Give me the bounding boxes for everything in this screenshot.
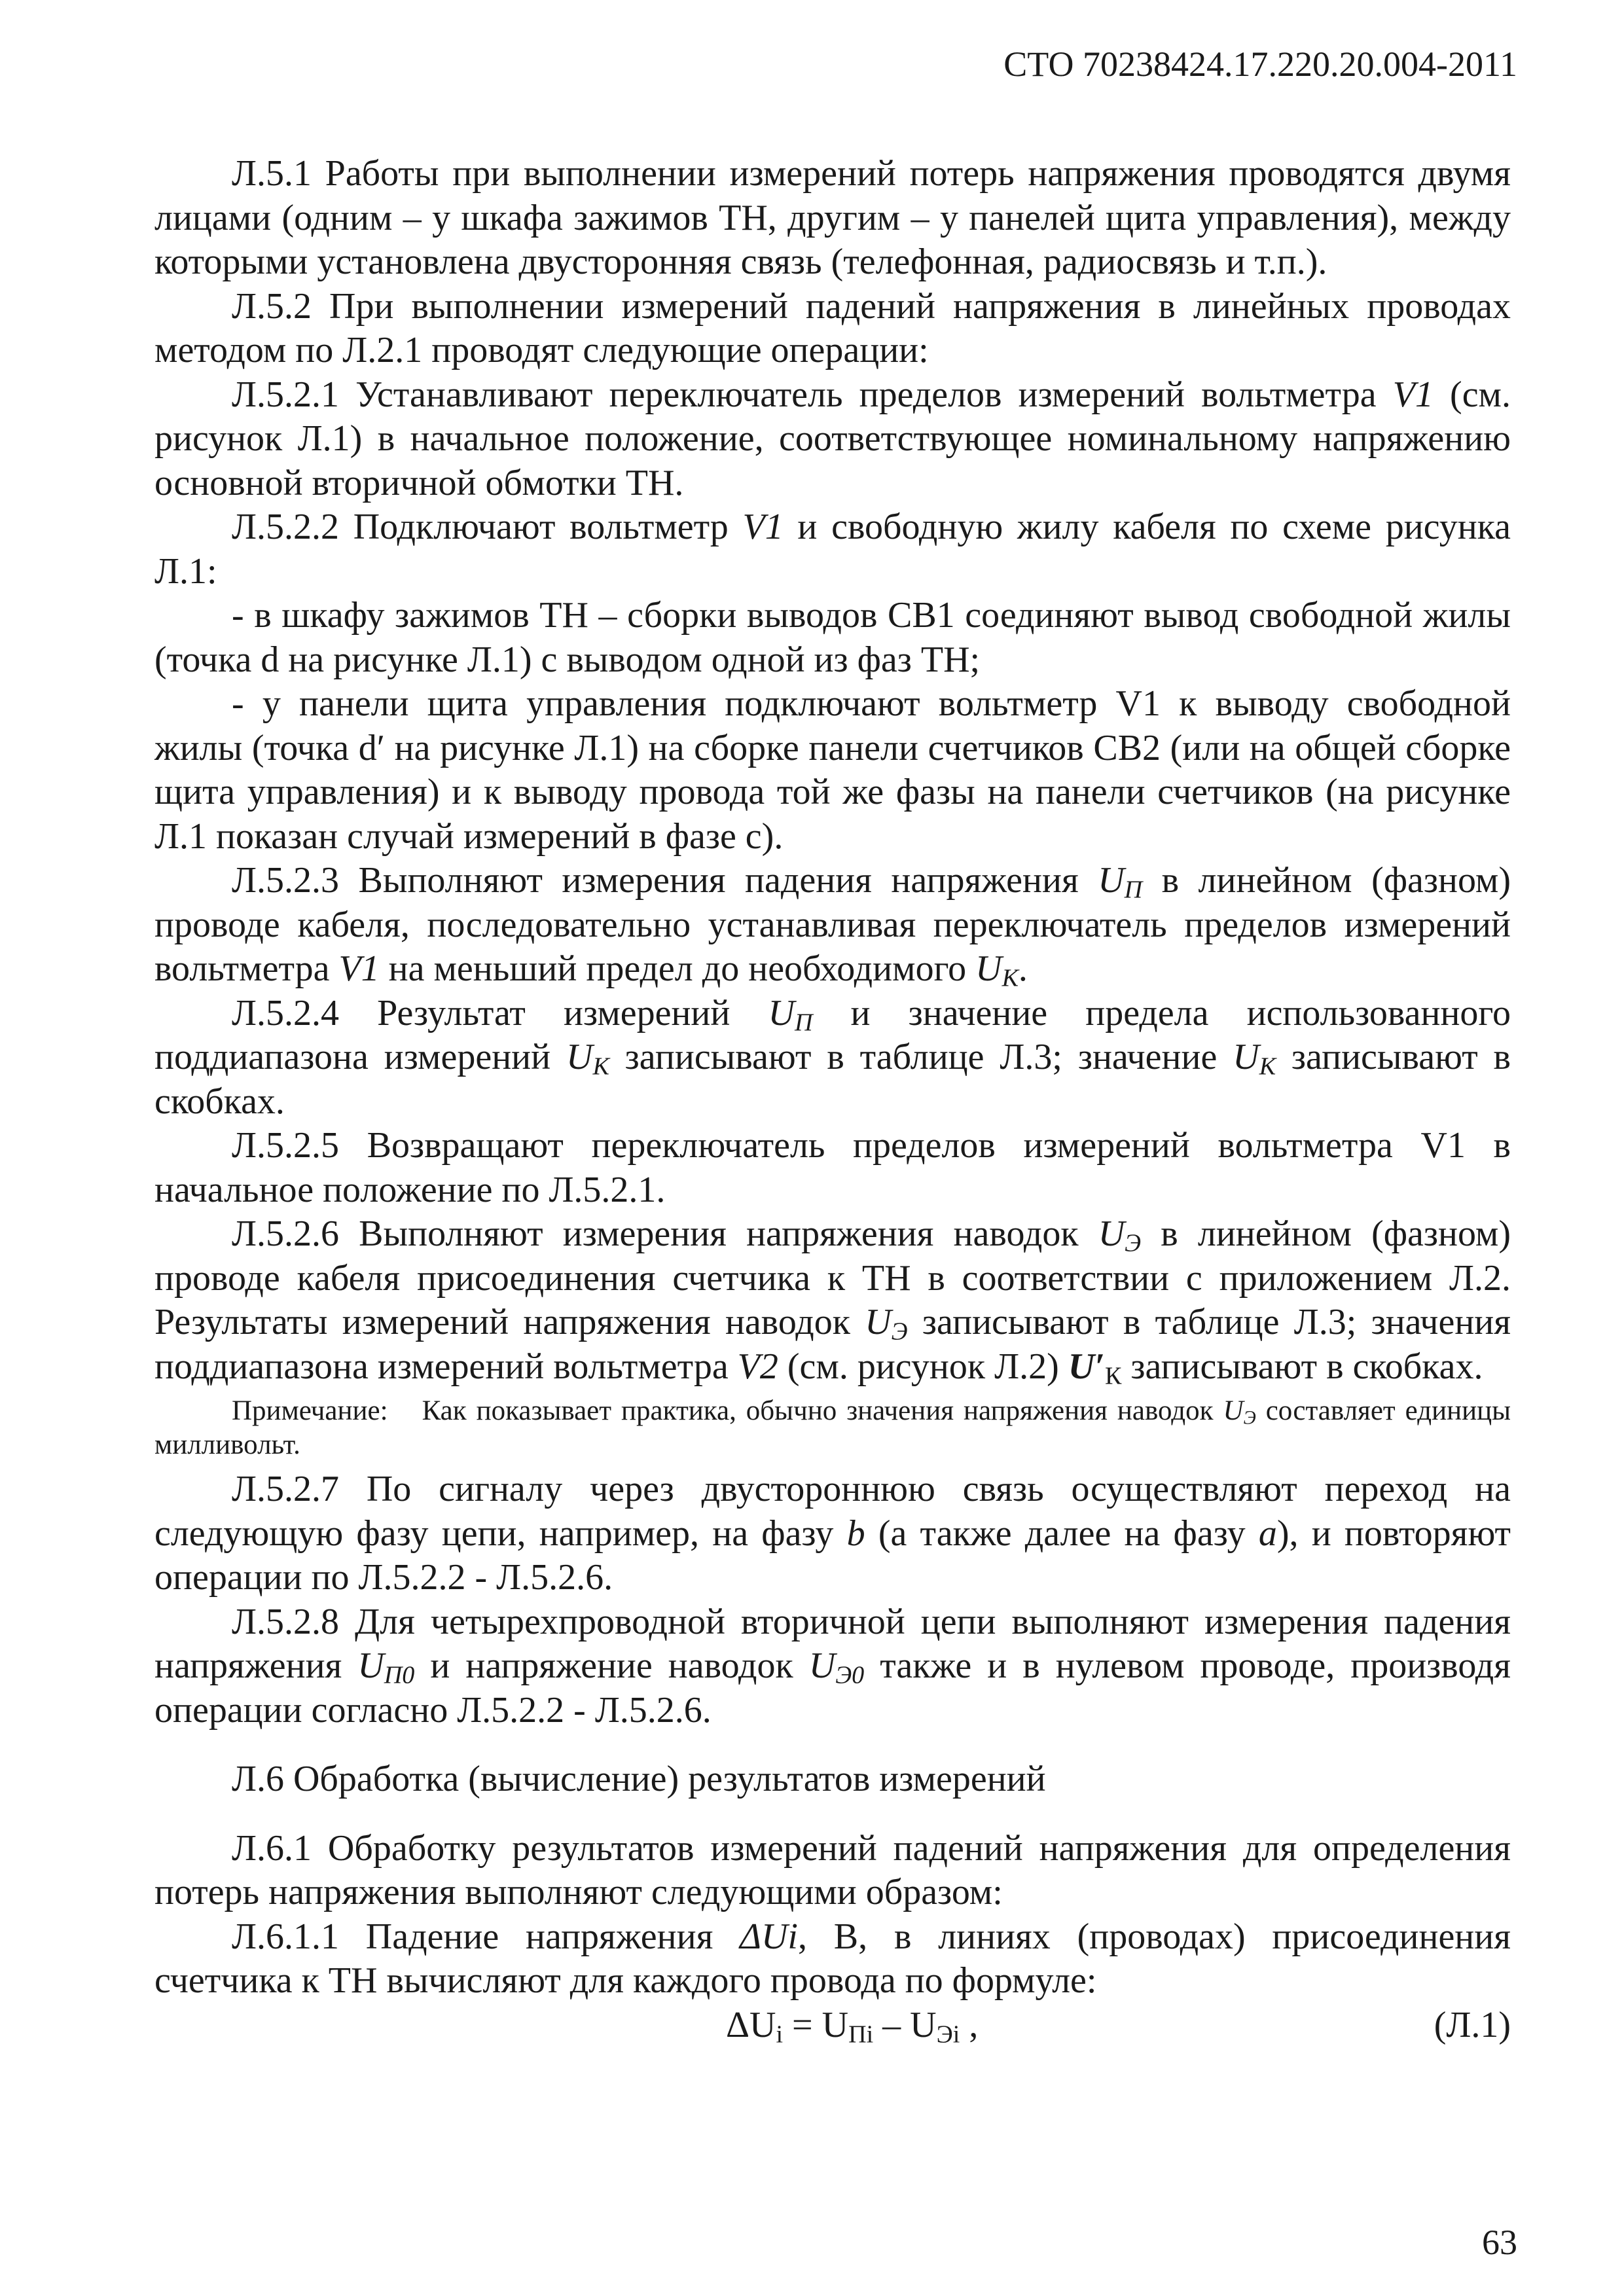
symbol-u-e [1098,1213,1142,1257]
symbol-subscript: П0 [384,1661,415,1689]
text-run: Л.5.2.1 Устанавливают переключатель пределов измерений вольтметра [232,374,1393,415]
text-run: в линейном (фазном) проводе кабеля, последовательно устанавливая переключатель пределов измерений вольтметра [154,860,1511,989]
paragraph-l5-1: Л.5.1 Работы при выполнении измерений потерь напряжения проводятся двумя лицами (одним – у шкафа зажимов ТН, другим – у панелей щита управления), между которыми установлена двусторонняя связь (телефонная, радиосвязь и т.п.). [154,153,1511,282]
symbol-letter: U [566,1037,593,1077]
note-paragraph [154,1394,1511,1462]
symbol-letter: U [357,1645,384,1686]
period: . [1018,948,1028,989]
text-run: Как показывает практика, обычно значения напряжения наводок [422,1395,1223,1426]
symbol-u-prime-k [1068,1346,1122,1390]
text-run: , В, в линиях (проводах) присоединения счетчика к ТН вычисляют для каждого провода по формуле: [154,1916,1511,2001]
document-code-header: СТО 70238424.17.220.20.004-2011 [1003,45,1517,84]
symbol-letter: U [1098,1213,1125,1254]
formula-l1 [154,2003,1511,2048]
symbol-subscript: Э0 [835,1661,865,1689]
formula-subscript: i [776,2020,784,2048]
text-run: записывают в таблице Л.3; значение [609,1037,1233,1077]
paragraph-l5-2-6 [154,1212,1511,1389]
voltmeter-v2-label: V2 [737,1346,778,1387]
text-run: также и в нулевом проводе, производя операции согласно Л.5.2.2 - Л.5.2.6. [154,1645,1511,1731]
paragraph-l5-2-1 [154,373,1511,506]
paragraph-l5-2: Л.5.2 При выполнении измерений падений напряжения в линейных проводах методом по Л.2.1 проводят следующие операции: [154,285,1511,370]
paragraph-l6-1: Л.6.1 Обработку результатов измерений падений напряжения для определения потерь напряжения выполняют следующими образом: [154,1827,1511,1912]
paragraph-l5-2-7 [154,1467,1511,1600]
voltmeter-v1-label: V1 [742,507,784,547]
voltmeter-v1-label: V1 [338,948,380,989]
symbol-u-k [566,1037,609,1081]
text-run: и свободную жилу кабеля по схеме рисунка Л.1: [154,507,1511,592]
text-run: Л.6.1.1 Падение напряжения [232,1916,740,1957]
symbol-letter: U [1098,860,1125,901]
symbol-u-e [1223,1395,1256,1429]
paragraph-l5-2-4 [154,992,1511,1124]
formula-part: = U [783,2004,849,2045]
page-body [154,152,1511,2048]
symbol-u-e [865,1302,908,1346]
symbol-subscript: П [1124,876,1143,904]
bullet-item-1: - в шкафу зажимов ТН – сборки выводов СВ1 соединяют вывод свободной жилы (точка d на рисунке Л.1) с выводом одной из фаз ТН; [154,595,1511,680]
symbol-letter: U [1233,1037,1259,1077]
text-run: Л.5.2.3 Выполняют измерения падения напряжения [232,860,1098,901]
text-run: записывают в скобках. [1121,1346,1483,1387]
section-heading-l6: Л.6 Обработка (вычисление) результатов измерений [232,1759,1046,1799]
symbol-delta-ui: ΔUi [740,1916,798,1957]
formula-part: ΔU [726,2004,776,2045]
text-run: записывают в таблице Л.3; значения поддиапазона измерений вольтметра [154,1302,1511,1387]
symbol-u-k [1233,1037,1276,1081]
symbol-u-p0 [357,1645,415,1689]
text-run: (см. рисунок Л.1) в начальное положение, соответствующее номинальному напряжению основной вторичной обмотки ТН. [154,374,1511,503]
formula-number: (Л.1) [1434,2004,1511,2045]
phase-a-label: а [1258,1513,1277,1554]
symbol-subscript: К [1001,964,1019,992]
note-label: Примечание: [232,1395,388,1426]
text-run: ), и повторяют операции по Л.5.2.2 - Л.5.2.6. [154,1513,1511,1598]
page-number: 63 [1482,2223,1517,2262]
formula-subscript: Пi [848,2020,874,2048]
text-run: Л.5.2.8 Для четырехпроводной вторичной цепи выполняют измерения падения напряжения [154,1601,1511,1686]
symbol-u-e0 [808,1645,865,1689]
voltmeter-v1-label: V1 [1392,374,1434,415]
symbol-subscript: Э [1243,1407,1256,1429]
text-run: Л.5.2.7 По сигналу через двустороннюю связь осуществляют переход на следующую фазу цепи, например, на фазу [154,1469,1511,1554]
symbol-u-p [1098,860,1143,904]
paragraph-l5-2-8 [154,1600,1511,1733]
text-run: и значение предела использованного поддиапазона измерений [154,992,1511,1077]
symbol-letter: U [975,948,1002,989]
formula-expression [726,2003,978,2048]
symbol-letter: U [768,992,795,1033]
symbol-letter: U′ [1068,1346,1105,1387]
text-run: в линейном (фазном) проводе кабеля присоединения счетчика к ТН в соответствии с приложением Л.2. Результаты измерений напряжения наводок [154,1213,1511,1342]
symbol-letter: U [1223,1395,1244,1426]
paragraph-l5-2-5: Л.5.2.5 Возвращают переключатель пределов измерений вольтметра V1 в начальное положение по Л.5.2.1. [154,1125,1511,1210]
symbol-subscript: К [1104,1361,1122,1390]
symbol-subscript: Э [891,1318,908,1346]
text-run: (а также далее на фазу [865,1513,1259,1554]
symbol-letter: U [865,1302,892,1342]
bullet-item-2: - у панели щита управления подключают вольтметр V1 к выводу свободной жилы (точка d′ на рисунке Л.1) на сборке панели счетчиков СВ2 (или на общей сборке щита управления) и к выводу провода той же фазы на панели счетчиков (на рисунке Л.1 показан случай измерений в фазе с). [154,683,1511,857]
text-run: на меньший предел до необходимого [379,948,976,989]
symbol-letter: U [808,1645,836,1686]
text-run: Л.5.2.6 Выполняют измерения напряжения наводок [232,1213,1098,1254]
text-run: (см. рисунок Л.2) [778,1346,1068,1387]
text-run: и напряжение наводок [414,1645,809,1686]
formula-subscript: Эi [936,2020,960,2048]
symbol-subscript: П [794,1008,813,1036]
symbol-subscript: К [1259,1052,1276,1081]
formula-part: – U [873,2004,937,2045]
symbol-subscript: Э [1125,1229,1142,1257]
formula-part: , [960,2004,979,2045]
symbol-subscript: К [592,1052,609,1081]
paragraph-l5-2-3 [154,859,1511,992]
phase-b-label: b [846,1513,865,1554]
text-run: составляет единицы милливольт. [154,1395,1511,1460]
text-run: Л.5.2.2 Подключают вольтметр [232,507,743,547]
symbol-u-p [768,992,813,1036]
symbol-u-k [975,948,1019,992]
paragraph-l6-1-1 [154,1915,1511,2003]
paragraph-l5-2-2 [154,505,1511,594]
text-run: записывают в скобках. [154,1037,1511,1122]
text-run: Л.5.2.4 Результат измерений [232,992,768,1033]
